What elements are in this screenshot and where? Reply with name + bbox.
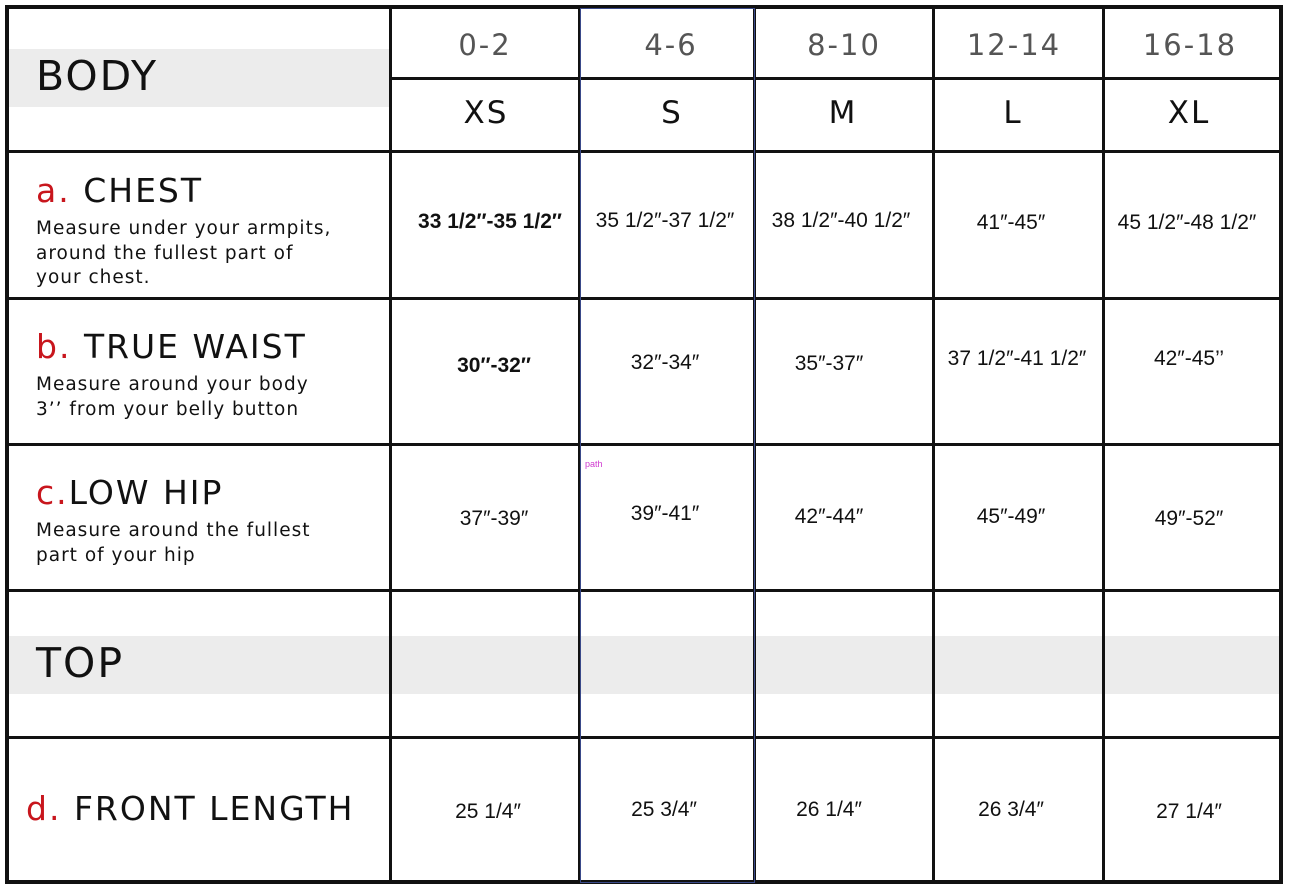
- stray-path-label: path: [585, 459, 603, 469]
- row-title-text: CHEST: [83, 171, 204, 210]
- row-divider: [9, 736, 1279, 739]
- row-header-chest: [36, 171, 332, 291]
- row-divider: [9, 297, 1279, 300]
- section-title-top: TOP: [36, 639, 125, 687]
- section-title-body: BODY: [36, 52, 159, 100]
- row-letter: c.: [36, 473, 69, 512]
- row-divider: [9, 443, 1279, 446]
- row-title-text: TRUE WAIST: [83, 327, 307, 366]
- row-header-front-length: [26, 789, 355, 828]
- row-description: Measure under your armpits, around the fullest part of your chest.: [36, 218, 332, 288]
- row-letter: a.: [36, 171, 71, 210]
- row-letter: b.: [36, 327, 72, 366]
- row-letter: d.: [26, 789, 62, 828]
- row-title: [36, 327, 309, 366]
- row-title-text: FRONT LENGTH: [73, 789, 355, 828]
- row-description: Measure around the fullest part of your hip: [36, 520, 311, 566]
- row-description: Measure around your body 3’’ from your belly button: [36, 374, 309, 420]
- row-title: [26, 789, 355, 828]
- row-header-true-waist: [36, 327, 309, 422]
- header-size-divider: [389, 77, 1279, 80]
- row-title-text: LOW HIP: [68, 473, 224, 512]
- row-title: [36, 473, 310, 512]
- row-title: [36, 171, 331, 210]
- row-divider: [9, 589, 1279, 592]
- row-divider: [9, 150, 1279, 153]
- row-header-low-hip: [36, 473, 311, 568]
